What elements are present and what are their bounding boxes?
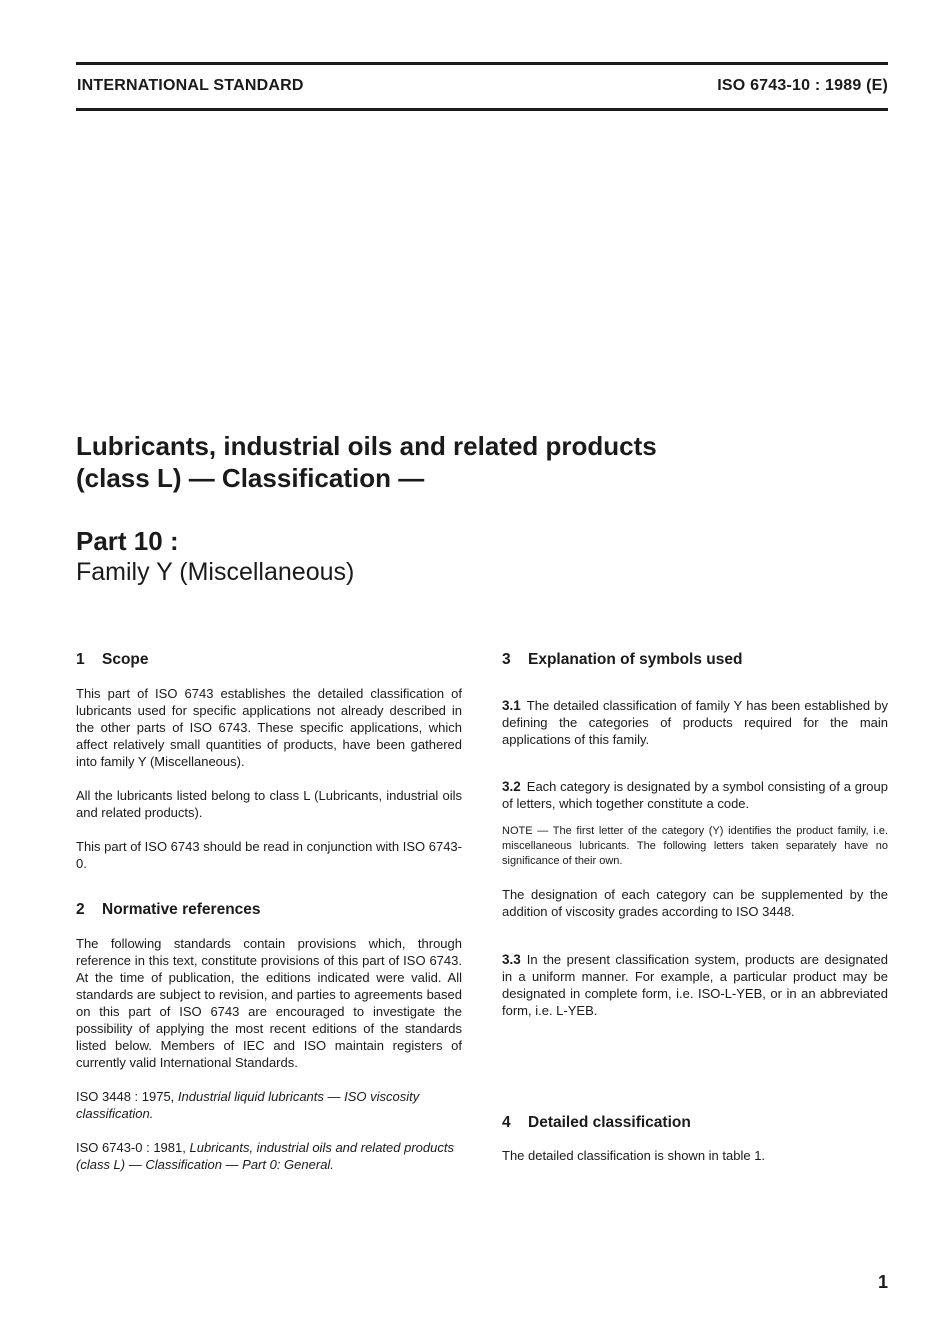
clause-3-2 xyxy=(502,778,888,812)
part-subtitle: Family Y (Miscellaneous) xyxy=(76,558,355,586)
scope-paragraph-2: All the lubricants listed belong to class L (Lubricants, industrial oils and related products). xyxy=(76,788,462,820)
document-title xyxy=(76,430,836,494)
scope-heading xyxy=(76,650,462,670)
header-left: INTERNATIONAL STANDARD xyxy=(77,77,304,94)
symbols-title: Explanation of symbols used xyxy=(528,651,743,668)
reference-iso-3448 xyxy=(76,1088,462,1122)
scope-paragraph-1: This part of ISO 6743 establishes the detailed classification of lubricants used for specific applications not already described in the other parts of ISO 6743. These specific applications, which affect relatively small quantities of products, have been gathered into family Y (Miscellaneous). xyxy=(76,686,462,769)
header-top-rule xyxy=(76,62,888,65)
title-line-2: (class L) — Classification — xyxy=(76,463,425,493)
normative-number: 2 xyxy=(76,901,85,918)
clause-3-1 xyxy=(502,697,888,748)
symbols-heading xyxy=(502,650,888,670)
clause-3-3-text: In the present classification system, products are designated in a uniform manner. For example, a particular product may be designated in complete form, i.e. ISO-L-YEB, or in an abbreviated form, i.e. L-YEB. xyxy=(502,952,888,1018)
normative-paragraph: The following standards contain provisions which, through reference in this text, constitute provisions of this part of ISO 6743. At the time of publication, the editions indicated were valid. All standards are subject to revision, and parties to agreements based on this part of ISO 6743 are encouraged to investigate the possibility of applying the most recent editions of the standards listed below. Members of IEC and ISO maintain registers of currently valid International Standards. xyxy=(76,936,462,1070)
left-column xyxy=(76,650,462,1173)
normative-title: Normative references xyxy=(102,901,261,918)
normative-heading xyxy=(76,900,462,920)
detailed-title: Detailed classification xyxy=(528,1114,691,1131)
reference-1-title: Industrial liquid lubricants — ISO viscosity classification. xyxy=(76,1089,420,1121)
title-line-1: Lubricants, industrial oils and related products xyxy=(76,431,657,461)
header-bottom-rule xyxy=(76,108,888,111)
reference-1-code: ISO 3448 : 1975, xyxy=(76,1089,175,1104)
detailed-number: 4 xyxy=(502,1114,511,1131)
scope-paragraph-3: This part of ISO 6743 should be read in conjunction with ISO 6743-0. xyxy=(76,839,462,871)
clause-3-3 xyxy=(502,951,888,1019)
page-number: 1 xyxy=(877,1272,888,1292)
clause-3-3-number: 3.3 xyxy=(502,952,521,967)
scope-title: Scope xyxy=(102,651,149,668)
clause-3-1-number: 3.1 xyxy=(502,698,521,713)
clause-3-1-text: The detailed classification of family Y has been established by defining the categories of products required for the main applications of this family. xyxy=(502,698,888,747)
clause-3-2-number: 3.2 xyxy=(502,779,521,794)
scope-number: 1 xyxy=(76,651,85,668)
reference-2-title: Lubricants, industrial oils and related products (class L) — Classification — Part 0: General. xyxy=(76,1140,454,1172)
right-column xyxy=(502,650,888,1164)
part-label: Part 10 : xyxy=(76,526,179,556)
clause-3-2-text: Each category is designated by a symbol consisting of a group of letters, which together constitute a code. xyxy=(502,779,888,811)
note: NOTE — The first letter of the category (Y) identifies the product family, i.e. miscellaneous lubricants. The following letters taken separately have no significance of their own. xyxy=(502,825,888,867)
reference-2-code: ISO 6743-0 : 1981, xyxy=(76,1140,186,1155)
detailed-heading xyxy=(502,1113,888,1133)
clause-3-2-paragraph-2: The designation of each category can be supplemented by the addition of viscosity grades according to ISO 3448. xyxy=(502,887,888,919)
reference-iso-6743-0 xyxy=(76,1139,462,1173)
header-right: ISO 6743-10 : 1989 (E) xyxy=(717,77,888,94)
detailed-paragraph: The detailed classification is shown in table 1. xyxy=(502,1148,766,1163)
symbols-number: 3 xyxy=(502,651,511,668)
